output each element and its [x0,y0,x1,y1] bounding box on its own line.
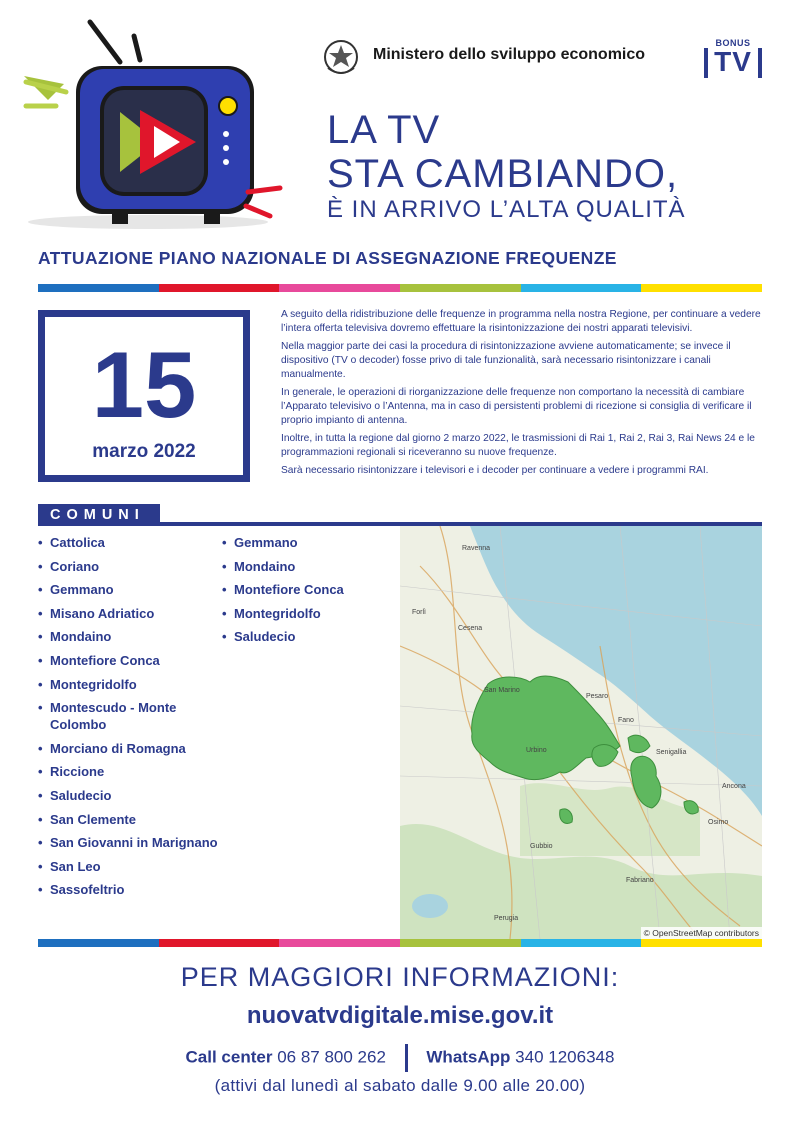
contacts-row [0,1044,800,1072]
comune-item: • Mondaino [222,558,397,575]
map-place-label: Forlì [412,609,426,616]
stripe-segment [38,284,159,292]
map-graphic [400,526,762,939]
date-day: 15 [91,332,197,437]
map-place-label: San Marino [484,687,520,694]
comune-item: • Cattolica [38,534,218,551]
stripe-segment [521,939,642,947]
comune-item: • Coriano [38,558,218,575]
title-line-3: È IN ARRIVO L’ALTA QUALITÀ [327,196,686,223]
contacts-separator [405,1044,408,1072]
comune-item: • Mondaino [38,628,218,645]
stripe-segment [521,284,642,292]
subtitle: ATTUAZIONE PIANO NAZIONALE DI ASSEGNAZIONE FREQUENZE [38,248,617,268]
info-paragraph: Inoltre, in tutta la regione dal giorno 2 marzo 2022, le trasmissioni di Rai 1, Rai 2, Rai 3, Rai News 24 e le programmazioni regionali si riceveranno su nuove frequenze. [281,433,755,458]
color-stripe-top [38,284,762,292]
comuni-heading: COMUNI [38,504,160,526]
comune-item: • Montegridolfo [38,676,218,693]
stripe-segment [38,939,159,947]
whatsapp-number[interactable]: 340 1206348 [515,1047,615,1067]
info-paragraph: Sarà necessario risintonizzare i televisori e i decoder per continuare a vedere i programmi RAI. [281,465,709,476]
info-paragraph: In generale, le operazioni di riorganizzazione delle frequenze non comportano la necessità di cambiare l’Apparato televisivo o l’Antenna, ma in caso di persistenti problemi di ricezione si consiglia di verificare il proprio impianto di antenna. [281,387,752,426]
map-place-label: Ravenna [462,545,491,552]
map-place-label: Fabriano [626,877,654,884]
map-place-label: Senigallia [656,749,687,756]
comune-item: • Gemmano [38,581,218,598]
bonus-tv-logo [704,38,762,80]
map-place-label: Perugia [494,915,519,922]
comune-item: • San Giovanni in Marignano [38,834,218,851]
comune-item: • Riccione [38,763,218,780]
tv-label: TV [714,46,752,77]
comune-item: • San Clemente [38,811,218,828]
stripe-segment [279,939,400,947]
map-place-label: Fano [618,717,634,724]
whatsapp-label: WhatsApp [426,1047,511,1067]
more-info-heading: PER MAGGIORI INFORMAZIONI: [180,962,620,992]
coverage-map [400,526,762,939]
map-place-label: Osimo [708,819,729,826]
tv-illustration [8,14,288,234]
stripe-segment [279,284,400,292]
date-box [38,310,250,482]
republic-emblem-icon [322,38,360,78]
map-place-label: Gubbio [530,843,553,850]
comuni-list-1 [38,534,218,905]
title-line-2: STA CAMBIANDO, [327,152,679,196]
stripe-segment [641,284,762,292]
map-place-label: Urbino [526,747,547,754]
info-paragraph: Nella maggior parte dei casi la procedura di risintonizzazione avviene automaticamente; se invece il dispositivo (TV o decoder) fosse privo di tale funzionalità, sarà necessario risintonizzare i canali manualmente. [281,341,731,380]
map-place-label: Ancona [722,783,746,790]
stripe-segment [400,939,521,947]
info-paragraph: A seguito della ridistribuzione delle frequenze in programma nella nostra Regione, per continuare a vedere l’intera offerta televisiva dovremo effettuare la risintonizzazione dei nostri apparati televisivi. [281,309,761,334]
website-link[interactable]: nuovatvdigitale.mise.gov.it [246,1002,554,1029]
opening-hours: (attivi dal lunedì al sabato dalle 9.00 alle 20.00) [214,1076,586,1095]
comune-item: • Montescudo - Monte Colombo [38,699,218,733]
stripe-segment [159,284,280,292]
ministry-name: Ministero dello sviluppo economico [373,46,646,63]
comune-item: • San Leo [38,858,218,875]
comune-item: • Sassofeltrio [38,881,218,898]
comune-item: • Morciano di Romagna [38,740,218,757]
comune-item: • Gemmano [222,534,397,551]
comune-item: • Saludecio [222,628,397,645]
color-stripe-bottom [38,939,762,947]
comune-item: • Montegridolfo [222,605,397,622]
stripe-segment [641,939,762,947]
map-place-label: Cesena [458,625,483,632]
map-place-label: Pesaro [586,693,609,700]
call-center-number[interactable]: 06 87 800 262 [277,1047,386,1067]
comune-item: • Montefiore Conca [222,581,397,598]
comune-item: • Misano Adriatico [38,605,218,622]
bonus-label: BONUS [715,38,751,48]
comuni-list-2 [222,534,397,652]
call-center-label: Call center [185,1047,273,1067]
date-month-year: marzo 2022 [92,441,196,462]
comune-item: • Saludecio [38,787,218,804]
comune-item: • Montefiore Conca [38,652,218,669]
info-text [281,308,765,482]
stripe-segment [400,284,521,292]
stripe-segment [159,939,280,947]
map-credit: © OpenStreetMap contributors [641,927,762,939]
title-line-1: LA TV [327,108,441,152]
